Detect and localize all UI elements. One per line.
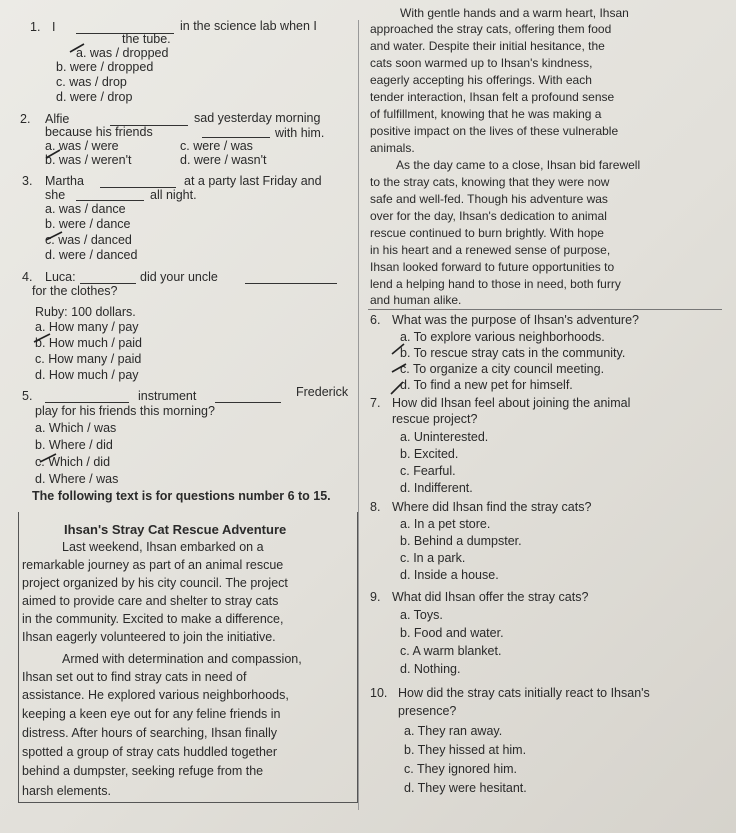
q3-option-a[interactable]: a. was / dance (45, 202, 126, 216)
passage-line: spotted a group of stray cats huddled together (22, 745, 278, 759)
q2-text-c: with him. (275, 126, 325, 140)
q7-option-b[interactable]: b. Excited. (400, 447, 459, 461)
passage-line: tender interaction, Ihsan felt a profound sense (370, 90, 615, 104)
q8-number: 8. (370, 500, 381, 514)
q1-text-b: the tube. (122, 32, 171, 46)
passage-line: behind a dumpster, seeking refuge from the (22, 764, 264, 778)
answer-mark (46, 232, 62, 240)
passage-line: in his heart and a renewed sense of purpose, (370, 243, 611, 257)
q5-text-c: play for his friends this morning? (35, 404, 215, 418)
q6-option-b[interactable]: b. To rescue stray cats in the community. (400, 346, 626, 360)
passage-line: As the day came to a close, Ihsan bid farewell (396, 158, 641, 172)
q10-text-a: How did the stray cats initially react to Ihsan's (398, 686, 650, 700)
q4-text-b: for the clothes? (32, 284, 118, 298)
q7-option-c[interactable]: c. Fearful. (400, 464, 456, 478)
q1-option-d[interactable]: d. were / drop (56, 90, 133, 104)
passage-line: and water. Despite their initial hesitance, the (370, 39, 605, 53)
q1-option-c[interactable]: c. was / drop (56, 75, 127, 89)
passage-line: rescue continued to burn brightly. With hope (370, 226, 604, 240)
q4-number: 4. (22, 270, 33, 284)
passage-title: Ihsan's Stray Cat Rescue Adventure (64, 522, 287, 537)
q5-text-b: Frederick (296, 385, 349, 399)
q9-text: What did Ihsan offer the stray cats? (392, 590, 589, 604)
passage-line: and human alike. (370, 293, 462, 307)
q1-blank-prefix: I (52, 20, 56, 34)
q6-option-c[interactable]: c. To organize a city council meeting. (400, 362, 605, 376)
passage-line: keeping a keen eye out for any feline friends in (22, 707, 281, 721)
q8-option-a[interactable]: a. In a pet store. (400, 517, 491, 531)
q10-text-b: presence? (398, 704, 457, 718)
q8-option-b[interactable]: b. Behind a dumpster. (400, 534, 522, 548)
q4-option-c[interactable]: c. How many / paid (35, 352, 142, 366)
passage-line: Ihsan looked forward to future opportunities to (370, 260, 615, 274)
answer-mark (40, 454, 56, 462)
passage-line: project organized by his city council. The project (22, 576, 288, 590)
q10-option-d[interactable]: d. They were hesitant. (404, 781, 527, 795)
q3-text-c: all night. (150, 188, 197, 202)
passage-line: distress. After hours of searching, Ihsan finally (22, 726, 277, 740)
q5-number: 5. (22, 389, 33, 403)
q2-text-a: sad yesterday morning (194, 111, 321, 125)
q2-option-a[interactable]: a. was / were (45, 139, 119, 153)
passage-line: over for the day, Ihsan's dedication to animal (370, 209, 607, 223)
q4-option-a[interactable]: a. How many / pay (35, 320, 139, 334)
q1-text-a: in the science lab when I (180, 19, 317, 33)
passage-line: eagerly accepting his offerings. With each (370, 73, 592, 87)
q4-text-c: Ruby: 100 dollars. (35, 305, 136, 319)
passage-line: assistance. He explored various neighborhoods, (22, 688, 289, 702)
q2-option-b[interactable]: b. was / weren't (45, 153, 132, 167)
passage-line: lend a helping hand to those in need, both furry (370, 277, 621, 291)
q2-text-b: because his friends (45, 125, 153, 139)
q3-option-c[interactable]: c. was / danced (45, 233, 132, 247)
passage-line: harsh elements. (22, 784, 111, 798)
q6-option-a[interactable]: a. To explore various neighborhoods. (400, 330, 605, 344)
answer-mark (70, 44, 84, 52)
q1-number: 1. (30, 20, 41, 34)
q8-text: Where did Ihsan find the stray cats? (392, 500, 592, 514)
answer-mark (46, 150, 60, 158)
answer-mark (392, 344, 404, 354)
passage-line: aimed to provide care and shelter to stray cats (22, 594, 279, 608)
answer-mark (392, 364, 406, 372)
q3-text-b: she (45, 188, 66, 202)
q9-option-b[interactable]: b. Food and water. (400, 626, 504, 640)
q7-text-b: rescue project? (392, 412, 478, 426)
q3-text-a: at a party last Friday and (184, 174, 322, 188)
q5-text-a: instrument (138, 389, 197, 403)
q2-option-d[interactable]: d. were / wasn't (180, 153, 267, 167)
q10-number: 10. (370, 686, 388, 700)
q8-option-c[interactable]: c. In a park. (400, 551, 466, 565)
q1-option-b[interactable]: b. were / dropped (56, 60, 154, 74)
q4-option-d[interactable]: d. How much / pay (35, 368, 139, 382)
passage-line: of fulfillment, knowing that he was making a (370, 107, 602, 121)
q3-option-d[interactable]: d. were / danced (45, 248, 138, 262)
answer-mark (34, 334, 50, 342)
q3-number: 3. (22, 174, 33, 188)
q6-text: What was the purpose of Ihsan's adventure? (392, 313, 639, 327)
q8-option-d[interactable]: d. Inside a house. (400, 568, 499, 582)
passage-line: safe and well-fed. Though his adventure was (370, 192, 608, 206)
q2-option-c[interactable]: c. were / was (180, 139, 253, 153)
passage-line: to the stray cats, knowing that they were now (370, 175, 610, 189)
passage-line: remarkable journey as part of an animal rescue (22, 558, 284, 572)
passage-line: Ihsan set out to find stray cats in need of (22, 670, 247, 684)
q2-subject: Alfie (45, 112, 70, 126)
q2-number: 2. (20, 112, 31, 126)
q5-option-c[interactable]: c. Which / did (35, 455, 111, 469)
q10-option-c[interactable]: c. They ignored him. (404, 762, 518, 776)
q6-number: 6. (370, 313, 381, 327)
q5-option-b[interactable]: b. Where / did (35, 438, 113, 452)
q9-number: 9. (370, 590, 381, 604)
passage-line: With gentle hands and a warm heart, Ihsan (400, 6, 629, 20)
q4-subject: Luca: (45, 270, 76, 284)
q10-option-a[interactable]: a. They ran away. (404, 724, 503, 738)
passage-line: Armed with determination and compassion, (62, 652, 302, 666)
passage-line: animals. (370, 141, 415, 155)
passage-instruction: The following text is for questions number 6 to 15. (32, 489, 331, 503)
q4-text-a: did your uncle (140, 270, 218, 284)
passage-line: Last weekend, Ihsan embarked on a (62, 540, 264, 554)
q9-option-a[interactable]: a. Toys. (400, 608, 443, 622)
q10-option-b[interactable]: b. They hissed at him. (404, 743, 527, 757)
q7-number: 7. (370, 396, 381, 410)
q1-option-a[interactable]: a. was / dropped (76, 46, 169, 60)
q7-text-a: How did Ihsan feel about joining the animal (392, 396, 631, 410)
passage-line: in the community. Excited to make a difference, (22, 612, 284, 626)
q9-option-c[interactable]: c. A warm blanket. (400, 644, 502, 658)
q3-option-b[interactable]: b. were / dance (45, 217, 131, 231)
passage-line: positive impact on the lives of these vulnerable (370, 124, 619, 138)
q6-option-d[interactable]: d. To find a new pet for himself. (400, 378, 573, 392)
answer-mark (391, 382, 403, 394)
q5-option-a[interactable]: a. Which / was (35, 421, 117, 435)
q4-option-b[interactable]: b. How much / paid (35, 336, 142, 350)
passage-line: Ihsan eagerly volunteered to join the initiative. (22, 630, 276, 644)
q9-option-d[interactable]: d. Nothing. (400, 662, 461, 676)
passage-line: approached the stray cats, offering them food (370, 22, 612, 36)
q7-option-d[interactable]: d. Indifferent. (400, 481, 473, 495)
q3-subject: Martha (45, 174, 84, 188)
q5-option-d[interactable]: d. Where / was (35, 472, 119, 486)
passage-line: cats soon warmed up to Ihsan's kindness, (370, 56, 593, 70)
q7-option-a[interactable]: a. Uninterested. (400, 430, 489, 444)
